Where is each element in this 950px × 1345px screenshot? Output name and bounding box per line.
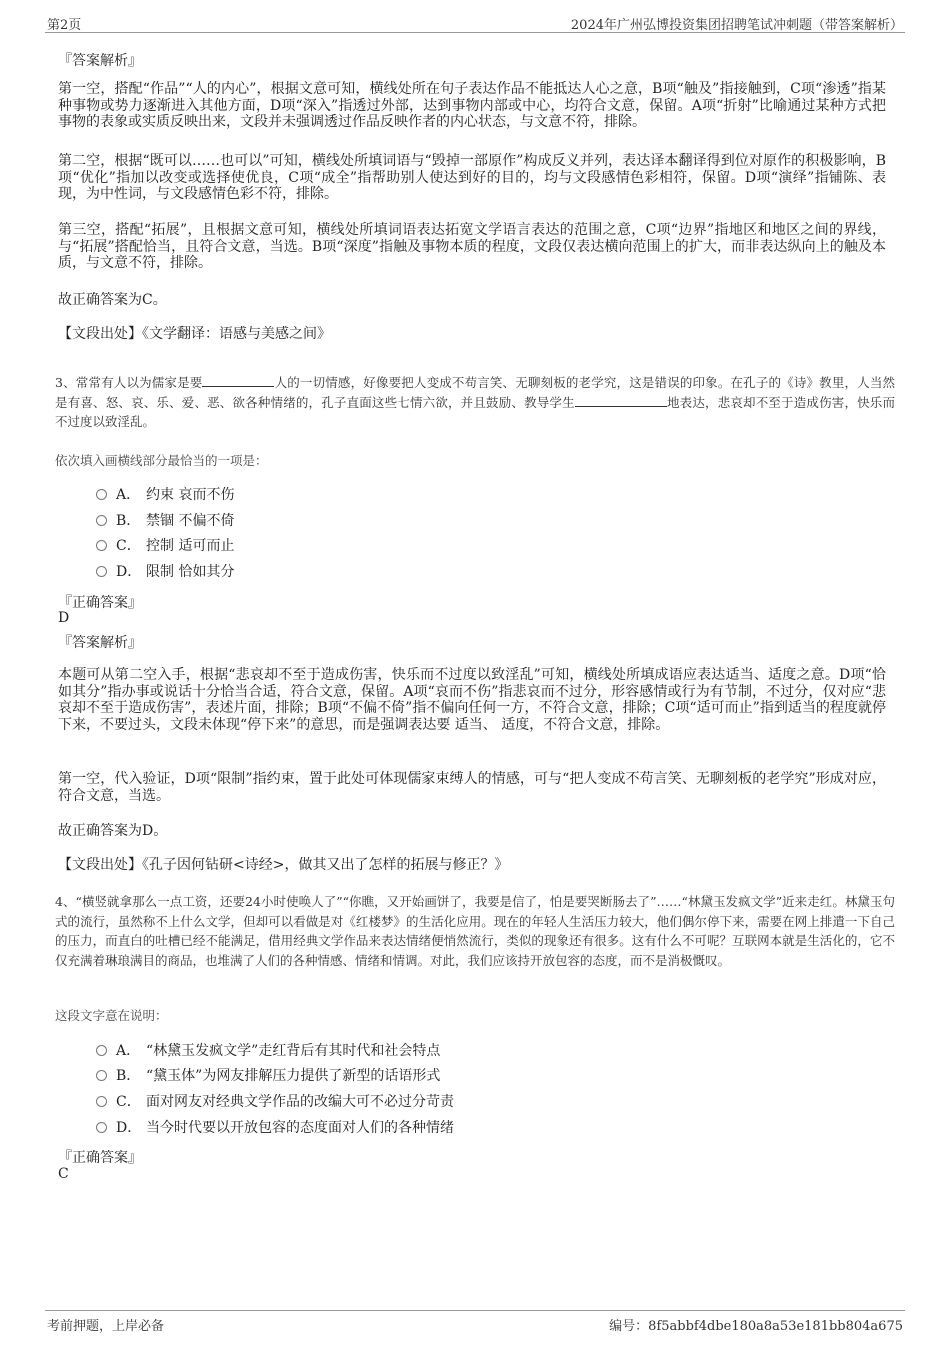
q4-option-c[interactable]: C． 面对网友对经典文学作品的改编大可不必过分苛责 <box>96 1092 454 1112</box>
page-footer <box>45 1310 905 1333</box>
radio-icon[interactable] <box>96 1096 107 1107</box>
q3-analysis-paragraph-2: 第一空，代入验证，D项“限制”指约束，置于此处可体现儒家束缚人的情感，可与“把人变成不苟言笑、无聊刻板的老学究”形成对应，符合文意，当选。 <box>58 771 886 804</box>
q2-analysis-label: 『答案解析』 <box>58 53 142 69</box>
radio-icon[interactable] <box>96 1122 107 1133</box>
q3-option-b[interactable]: B． 禁锢 不偏不倚 <box>96 511 234 531</box>
radio-icon[interactable] <box>96 489 107 500</box>
q4-option-d[interactable]: D． 当今时代要以开放包容的态度面对人们的各种情绪 <box>96 1118 454 1138</box>
q3-analysis-label: 『答案解析』 <box>58 635 142 651</box>
q3-prompt: 依次填入画横线部分最恰当的一项是： <box>55 453 268 468</box>
footer-slogan: 考前押题，上岸必备 <box>47 1319 165 1334</box>
page-number: 第2页 <box>47 18 82 33</box>
q3-option-d[interactable]: D． 限制 恰如其分 <box>96 562 234 582</box>
q4-answer: C <box>58 1166 69 1182</box>
q2-analysis-paragraph-3: 第三空，搭配“拓展”，且根据文意可知，横线处所填词语表达拓宽文学语言表达的范围之意，C项“边界”指地区和地区之间的界线，与“拓展”搭配恰当，且符合文意，当选。B项“深度”指触及事物本质的程度，文段仅表达横向范围上的扩大，而非表达纵向上的触及本质，与文意不符，排除。 <box>58 222 886 271</box>
radio-icon[interactable] <box>96 515 107 526</box>
q3-source: 【文段出处】《孔子因何钻研<诗经>，做其又出了怎样的拓展与修正？》 <box>58 857 509 873</box>
q2-analysis-paragraph-1: 第一空，搭配“作品”“人的内心”，根据文意可知，横线处所在句子表达作品不能抵达人心之意，B项“触及”指接触到，C项“渗透”指某种事物或势力逐渐进入其他方面，D项“深入”指透过外部，达到事物内部或中心，均符合文意，保留。A项“折射”比喻通过某种方式把事物的表象或实质反映出来，文段并未强调透过作品反映作者的内心状态，与文意不符，排除。 <box>58 81 886 130</box>
q3-question-text: 3、常常有人以为儒家是要 人的一切情感，好像要把人变成不苟言笑、无聊刻板的老学究，这是错误的印象。在孔子的《诗》教里，人当然是有喜、怒、哀、乐、爱、恶、欲各种情绪的，孔子直面这些七情六欲，并且鼓励、教导学生 地表达，悲哀却不至于造成伤害，快乐而不过度以致淫乱。 <box>55 375 895 429</box>
q3-blank-1 <box>202 374 274 387</box>
q2-source: 【文段出处】《文学翻译：语感与美感之间》 <box>58 326 331 342</box>
q3-option-c[interactable]: C． 控制 适可而止 <box>96 536 234 556</box>
page-header <box>45 12 905 33</box>
q2-analysis-paragraph-2: 第二空，根据“既可以……也可以”可知，横线处所填词语与“毁掉一部原作”构成反义并列，表达译本翻译得到位对原作的积极影响，B项“优化”指加以改变或选择使优良，C项“成全”指帮助别人使达到好的目的，均与文段感情色彩相符，保留。D项“演绎”指铺陈、表现，为中性词，与文段感情色彩不符，排除。 <box>58 153 886 202</box>
q3-answer-summary: 故正确答案为D。 <box>58 823 168 839</box>
radio-icon[interactable] <box>96 540 107 551</box>
document-id: 编号：8f5abbf4dbe180a8a53e181bb804a675 <box>609 1319 903 1334</box>
q3-blank-2 <box>575 394 667 407</box>
q3-option-a[interactable]: A． 约束 哀而不伤 <box>96 485 234 505</box>
q3-answer: D <box>58 610 70 626</box>
radio-icon[interactable] <box>96 566 107 577</box>
q3-answer-label: 『正确答案』 <box>58 595 142 611</box>
q4-option-b[interactable]: B． “黛玉体”为网友排解压力提供了新型的话语形式 <box>96 1066 440 1086</box>
q4-answer-label: 『正确答案』 <box>58 1150 142 1166</box>
q4-prompt: 这段文字意在说明： <box>55 1008 168 1023</box>
radio-icon[interactable] <box>96 1045 107 1056</box>
q3-analysis-paragraph-1: 本题可从第二空入手，根据“悲哀却不至于造成伤害，快乐而不过度以致淫乱”可知，横线处所填成语应表达适当、适度之意。D项“恰如其分”指办事或说话十分恰当合适，符合文意，保留。A项“哀而不伤”指悲哀而不过分，形容感情或行为有节制，不过分，仅对应“悲哀却不至于造成伤害”，表述片面，排除；B项“不偏不倚”指不偏向任何一方，不符合文意，排除；C项“适可而止”指到适当的程度就停下来，不要过头，文段未体现“停下来”的意思，而是强调表达要 适当、 适度，不符合文意，排除。 <box>58 667 886 733</box>
radio-icon[interactable] <box>96 1070 107 1081</box>
q4-option-a[interactable]: A． “林黛玉发疯文学”走红背后有其时代和社会特点 <box>96 1041 440 1061</box>
document-title: 2024年广州弘博投资集团招聘笔试冲刺题（带答案解析） <box>570 18 903 33</box>
q2-answer-summary: 故正确答案为C。 <box>58 292 167 308</box>
q4-question-text: 4、“横竖就拿那么一点工资，还要24小时使唤人了”“你瞧，又开始画饼了，我要是信了，怕是要哭断肠去了”……“林黛玉发疯文学”近来走红。林黛玉句式的流行，虽然称不上什么文学，但却可以看做是对《红楼梦》的生活化应用。现在的年轻人生活压力较大，他们偶尔停下来，需要在网上排遣一下自己的压力，而直白的吐槽已经不能满足，借用经典文学作品来表达情绪便悄然流行，类似的现象还有很多。这有什么不可呢？互联网本就是生活化的，它不仅充满着琳琅满目的商品，也堆满了人们的各种情感、情绪和情调。对此，我们应该持开放包容的态度，而不是消极慨叹。 <box>55 894 895 968</box>
